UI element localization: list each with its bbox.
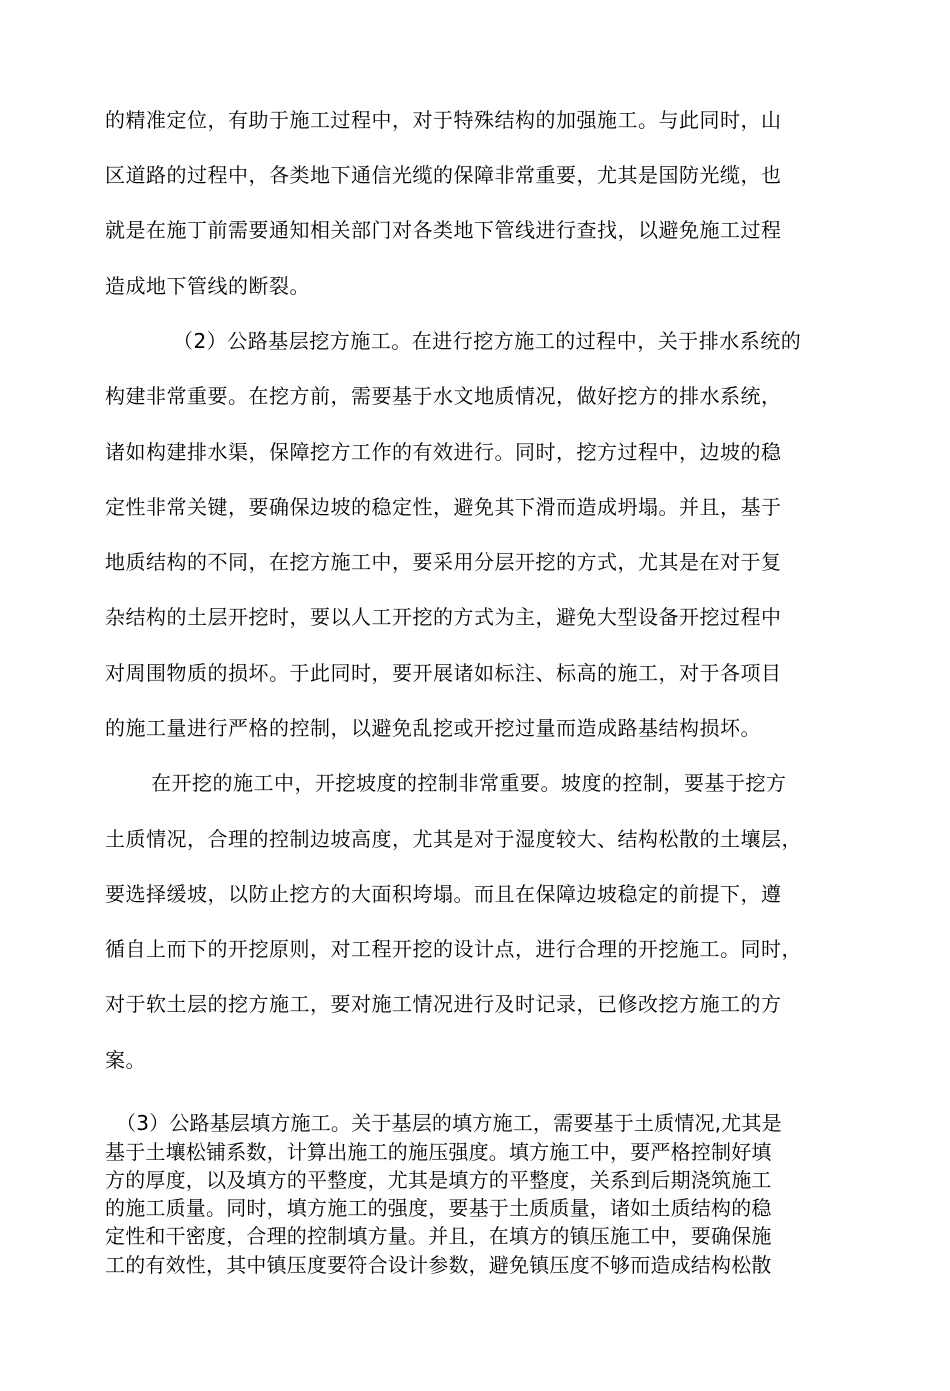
text-line: 土质情况，合理的控制边坡高度，尤其是对于湿度较大、结构松散的土壤层，	[105, 827, 802, 851]
text-line: 的施工质量。同时，填方施工的强度，要基于土质质量，诸如土质结构的稳	[105, 1196, 772, 1220]
text-line: 对周围物质的损坏。于此同时，要开展诸如标注、标高的施工，对于各项目	[105, 661, 782, 685]
text-line: 案。	[105, 1048, 146, 1072]
paragraph-start-line: （3）公路基层填方施工。关于基层的填方施工，需要基于土质情况,尤其是	[116, 1111, 782, 1135]
text-line: 诸如构建排水渠，保障挖方工作的有效进行。同时，挖方过程中，边坡的稳	[105, 440, 782, 464]
text-line: 对于软土层的挖方施工，要对施工情况进行及时记录，已修改挖方施工的方	[105, 992, 782, 1016]
text-line: 就是在施丁前需要通知相关部门对各类地下管线进行查找，以避免施工过程	[105, 218, 782, 242]
text-line: 定性和干密度，合理的控制填方量。并且，在填方的镇压施工中，要确保施	[105, 1224, 772, 1248]
paragraph-start-line: （2）公路基层挖方施工。在进行挖方施工的过程中，关于排水系统的	[173, 329, 802, 353]
text-line: 定性非常关键，要确保边坡的稳定性，避免其下滑而造成坍塌。并且，基于	[105, 495, 782, 519]
text-line: 的精准定位，有助于施工过程中，对于特殊结构的加强施工。与此同时，山	[105, 108, 782, 132]
text-line: 构建非常重要。在挖方前，需要基于水文地质情况，做好挖方的排水系统，	[105, 384, 782, 408]
text-line: 方的厚度，以及填方的平整度，尤其是填方的平整度，关系到后期浇筑施工	[105, 1168, 772, 1192]
text-line: 地质结构的不同，在挖方施工中，要采用分层开挖的方式，尤其是在对于复	[105, 550, 782, 574]
text-line: 基于土壤松铺系数，计算出施工的施压强度。填方施工中，要严格控制好填	[105, 1140, 772, 1164]
text-line: 杂结构的土层开挖时，要以人工开挖的方式为主，避免大型设备开挖过程中	[105, 605, 782, 629]
text-line: 的施工量进行严格的控制，以避免乱挖或开挖过量而造成路基结构损坏。	[105, 716, 761, 740]
paragraph-start-line: 在开挖的施工中，开挖坡度的控制非常重要。坡度的控制，要基于挖方	[151, 771, 787, 795]
text-line: 造成地下管线的断裂。	[105, 274, 310, 298]
text-line: 要选择缓坡，以防止挖方的大面积垮塌。而且在保障边坡稳定的前提下，遵	[105, 882, 782, 906]
text-line: 工的有效性，其中镇压度要符合设计参数，避免镇压度不够而造成结构松散	[105, 1253, 772, 1277]
text-line: 循自上而下的开挖原则，对工程开挖的设计点，进行合理的开挖施工。同时，	[105, 937, 802, 961]
text-line: 区道路的过程中，各类地下通信光缆的保障非常重要，尤其是国防光缆，也	[105, 163, 782, 187]
